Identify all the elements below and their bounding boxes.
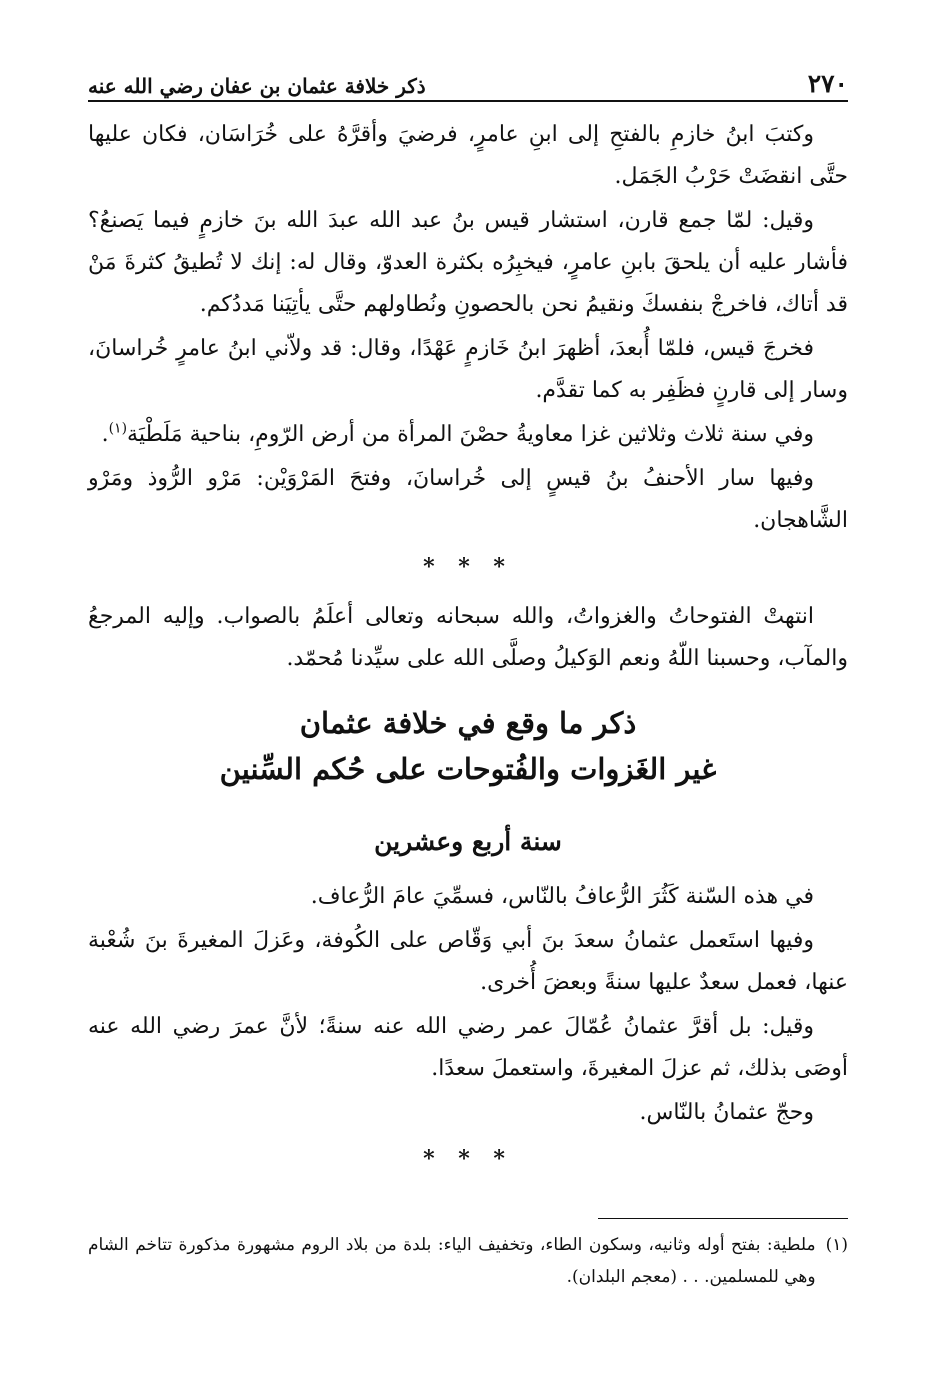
paragraph: وقيل: لمّا جمع قارن، استشار قيس بنُ عبد الله عبدَ الله بنَ خازمٍ فيما يَصنعُ؟ فأشار عليه أن يلحقَ بابنِ عامرٍ، فيخبِرُه بكثرة العدوّ، وقال له: إنك لا تُطيقُ كثرةَ مَنْ قد أتاك، فاخرجْ بنفسكَ ونقيمُ نحن بالحصونِ ونُطاولهم حتَّى يأتِيَنا مَددُكم. — [88, 208, 848, 317]
paragraph: انتهتْ الفتوحاتُ والغزواتُ، والله سبحانه وتعالى أعلَمُ بالصواب. وإليه المرجعُ والمآب، وحسبنا اللّهُ ونعم الوَكيلُ وصلَّى الله على سيِّدنا مُحمّد. — [88, 604, 848, 671]
paragraph: فخرجَ قيس، فلمّا أُبعدَ، أظهرَ ابنُ خَازمٍ عَهْدًا، وقال: قد ولاّني ابنُ عامرٍ خُراسانَ، وسار إلى قارنٍ فظَفِر به كما تقدَّم. — [88, 336, 848, 403]
paragraph: في هذه السّنة كَثُرَ الرُّعافُ بالنّاس، فسمِّيَ عامَ الرُّعاف. — [310, 884, 814, 909]
footnote-reference[interactable]: (١) — [108, 420, 128, 437]
section-separator: * * * — [423, 1146, 513, 1172]
footnote-divider — [598, 1218, 848, 1219]
book-page — [88, 56, 848, 1346]
footnote — [88, 1229, 848, 1293]
paragraph-end-mark: . — [101, 422, 109, 447]
chapter-heading-line-1: ذكر ما وقع في خلافة عثمان — [299, 706, 637, 740]
paragraph: وفيها سار الأحنفُ بنُ قيسٍ إلى خُراسانَ، وفتحَ المَرْوَيْن: مَرْو الرُّوذ ومَرْو الشَّاهجان. — [88, 466, 848, 533]
paragraph: وقيل: بل أقرَّ عثمانُ عُمّالَ عمر رضي الله عنه سنةً؛ لأنَّ عمرَ رضي الله عنه أوصَى بذلك، ثم عزلَ المغيرةَ، واستعملَ سعدًا. — [88, 1014, 848, 1081]
paragraph: وفيها استَعمل عثمانُ سعدَ بنَ أبي وَقّاص على الكُوفة، وعَزلَ المغيرةَ بنَ شُعْبة عنها، فعمل سعدٌ عليها سنةً وبعضَ أُخرى. — [88, 928, 848, 995]
paragraph-malatya — [88, 414, 848, 456]
chapter-heading — [88, 700, 848, 792]
year-subheading: سنة أربع وعشرين — [374, 827, 562, 856]
section-separator: * * * — [423, 554, 513, 580]
footnote-number: (١) — [825, 1235, 848, 1255]
paragraph: وكتبَ ابنُ خازمِ بالفتحِ إلى ابنِ عامرٍ، فرضيَ وأقرَّهُ على خُرَاسَان، فكان عليها حتَّى انقضَتْ حَرْبُ الجَمَل. — [88, 122, 848, 189]
chapter-heading-line-2: غير الغَزوات والفُتوحات على حُكم السِّنين — [219, 752, 717, 786]
page-number: ٢٧٠ — [807, 69, 848, 98]
footnote-text: ملطية: بفتح أوله وثانيه، وسكون الطاء، وتخفيف الياء: بلدة من بلاد الروم مشهورة مذكورة تتاخم الشام وهي للمسلمين. . . (معجم البلدان). — [88, 1235, 816, 1287]
paragraph-text: وفي سنة ثلاث وثلاثين غزا معاويةُ حصْنَ المرأة من أرض الرّومِ، بناحية مَلَطْيَة — [127, 422, 814, 447]
page-header — [88, 56, 848, 102]
running-title: ذكر خلافة عثمان بن عفان رضي الله عنه — [88, 74, 426, 98]
paragraph: وحجّ عثمانُ بالنّاس. — [639, 1100, 814, 1125]
page-body — [88, 114, 848, 1293]
